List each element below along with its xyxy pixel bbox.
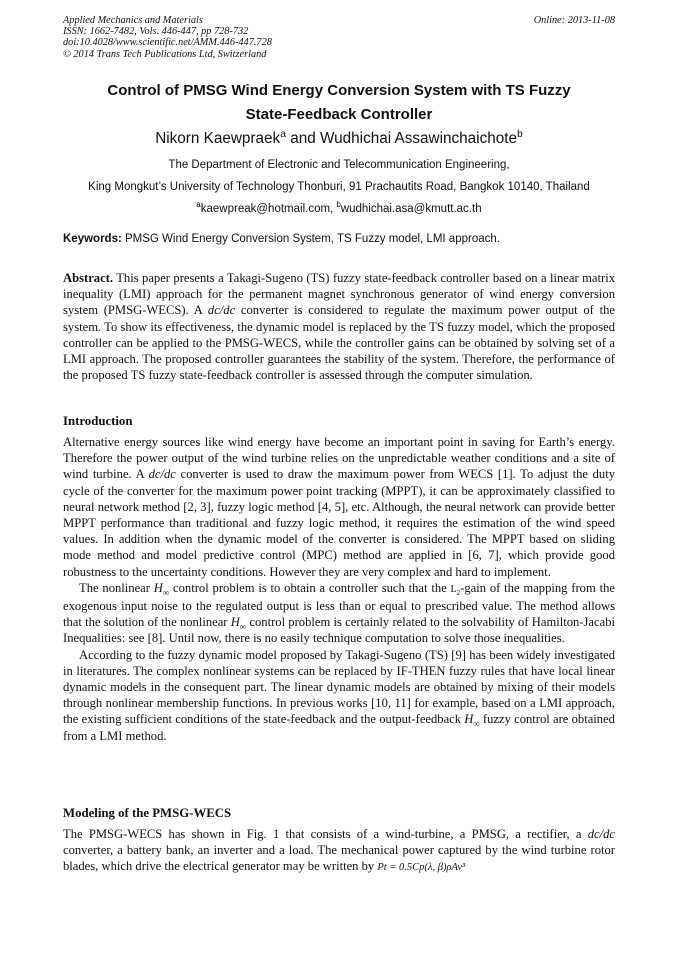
title-line-1: Control of PMSG Wind Energy Conversion System with TS Fuzzy (107, 82, 571, 99)
title-line-2: State-Feedback Controller (245, 106, 433, 123)
h-symbol: H (153, 580, 163, 595)
online-date: Online: 2013-11-08 (533, 15, 615, 26)
modeling-section (63, 826, 615, 877)
author-1: Nikorn Kaewpraek (155, 130, 281, 147)
model-dcdc: dc/dc (587, 827, 615, 841)
email-2-mark: b (336, 200, 341, 210)
h-symbol: H (230, 615, 240, 630)
author-separator: and (285, 130, 320, 147)
infinity-subscript: ∞ (162, 587, 170, 598)
affiliation-block (40, 154, 638, 220)
intro-p2-c: -gain of the mapping from the exogenous input noise to the regulated output is less than or equal to prescribed value. The method allows that the solution of the nonlinear (63, 580, 615, 630)
h-infinity-symbol (464, 712, 480, 729)
author-1-mark: a (280, 128, 286, 140)
l2-subscript: 2 (456, 588, 461, 597)
infinity-subscript: ∞ (473, 718, 480, 729)
issn-line: ISSN: 1662-7482, Vols. 446-447, pp 728-732 (63, 26, 249, 38)
abstract-dcdc: dc/dc (207, 303, 236, 318)
model-text-a: The PMSG-WECS has shown in Fig. 1 that consists of a wind-turbine, a PMSG, a rectifier, a (63, 827, 588, 841)
abstract-label: Abstract. (63, 271, 114, 285)
keywords-text: PMSG Wind Energy Conversion System, TS Fuzzy model, LMI approach. (121, 233, 500, 245)
paper-title (63, 79, 615, 127)
l2-symbol (451, 584, 461, 595)
keywords (63, 231, 623, 247)
intro-p3-b: fuzzy control are obtained from a LMI method. (63, 712, 615, 743)
copyright-line: © 2014 Trans Tech Publications Ltd, Switzerland (63, 48, 267, 60)
intro-p2-b: control problem is to obtain a controller such that the (169, 580, 451, 595)
email-1-mark: a (196, 200, 201, 210)
abstract-text-b: converter is considered to regulate the maximum power output of the system. To show its effectiveness, the dynamic model is replaced by the TS fuzzy model, which the proposed controller can be applied to the PMSG-WECS, while the controller gains can be obtained by solving set of a LMI approach. The proposed controller guarantees the stability of the system. Therefore, the performance of the proposed TS fuzzy state-feedback controller is assessed through the computer simulation. (63, 303, 615, 383)
page-header (63, 15, 615, 60)
section-heading-introduction: Introduction (63, 414, 133, 428)
intro-p3-a: According to the fuzzy dynamic model proposed by Takagi-Sugeno (TS) [9] has been widely investigated in literatures. The complex nonlinear systems can be replaced by IF-THEN fuzzy rules that have local linear dynamic models in the consequent part. The linear dynamic models are obtained by mixing of their models through nonlinear membership functions. In previous works [10, 11] for example, based on a LMI approach, the existing sufficient conditions of the state-feedback and the output-feedback (63, 647, 615, 727)
power-equation: Pt = 0.5Cp(λ, β)ρAv³ (377, 862, 466, 874)
intro-p1-a: Alternative energy sources like wind energy have become an important point in saving for Earth’s energy. Therefore the power output of the wind turbine relies on the unpredictable weather conditions and a site of wind turbine. A (63, 435, 615, 482)
abstract (63, 270, 615, 383)
affiliation-line-1: The Department of Electronic and Telecommunication Engineering, (168, 159, 510, 171)
intro-paragraph-3 (63, 647, 615, 744)
email-2: wudhichai.asa@kmutt.ac.th (340, 203, 482, 215)
l-symbol: L (450, 583, 457, 595)
model-text-b: converter, a battery bank, an inverter and a load. The mechanical power captured by the wind turbine rotor blades, which drive the electrical generator may be written by (63, 843, 615, 874)
abstract-text-a: This paper presents a Takagi-Sugeno (TS) fuzzy state-feedback controller based on a linear matrix inequality (LMI) approach for the permanent magnet synchronous generator of wind energy conversion system (PMSG-WECS). A (63, 271, 615, 318)
h-symbol: H (464, 712, 474, 727)
h-infinity-symbol (230, 615, 247, 632)
intro-p2-d: control problem is certainly related to the solvability of Hamilton-Jacabi Inequalities: see [8]. Until now, there is no easily technique computation to solve those inequalities. (63, 615, 615, 646)
intro-p1-dcdc: dc/dc (148, 467, 176, 482)
email-line (40, 198, 638, 220)
email-1: kaewpreak@hotmail.com, (200, 203, 337, 215)
intro-paragraph-1 (63, 434, 615, 580)
intro-p1-b: converter is used to draw the maximum power from WECS [1]. To adjust the duty cycle of the converter for the maximum power point tracking (MPPT), it can be approximately classified to neural network method [2, 3], fuzzy logic method [4, 5], etc. Although, the neural network can provide better MPPT performance than traditional and fuzzy logic method, it requires the estimation of the wind speed values. In addition when the dynamic model of the converter is considered. The MPPT based on sliding mode method and model predictive control (MPC) method are applied in [6, 7], which provide good robustness to the uncertainty conditions. However they are very complex and hard to implement. (63, 467, 615, 579)
intro-p2-a: The nonlinear (79, 580, 154, 595)
infinity-subscript: ∞ (239, 621, 247, 632)
author-2-mark: b (517, 128, 523, 140)
author-2: Wudhichai Assawinchaichote (320, 130, 517, 147)
h-infinity-symbol (153, 580, 170, 598)
journal-name: Applied Mechanics and Materials (63, 15, 203, 26)
introduction-section (63, 434, 615, 744)
affiliation-line-2: King Mongkut’s University of Technology Thonburi, 91 Prachautits Road, Bangkok 10140, Thailand (88, 181, 590, 193)
section-heading-modeling: Modeling of the PMSG-WECS (63, 806, 232, 820)
intro-paragraph-2 (63, 580, 615, 647)
author-list (63, 129, 615, 149)
keywords-label: Keywords: (63, 233, 122, 245)
doi-line: doi:10.4028/www.scientific.net/AMM.446-447.728 (63, 37, 272, 49)
